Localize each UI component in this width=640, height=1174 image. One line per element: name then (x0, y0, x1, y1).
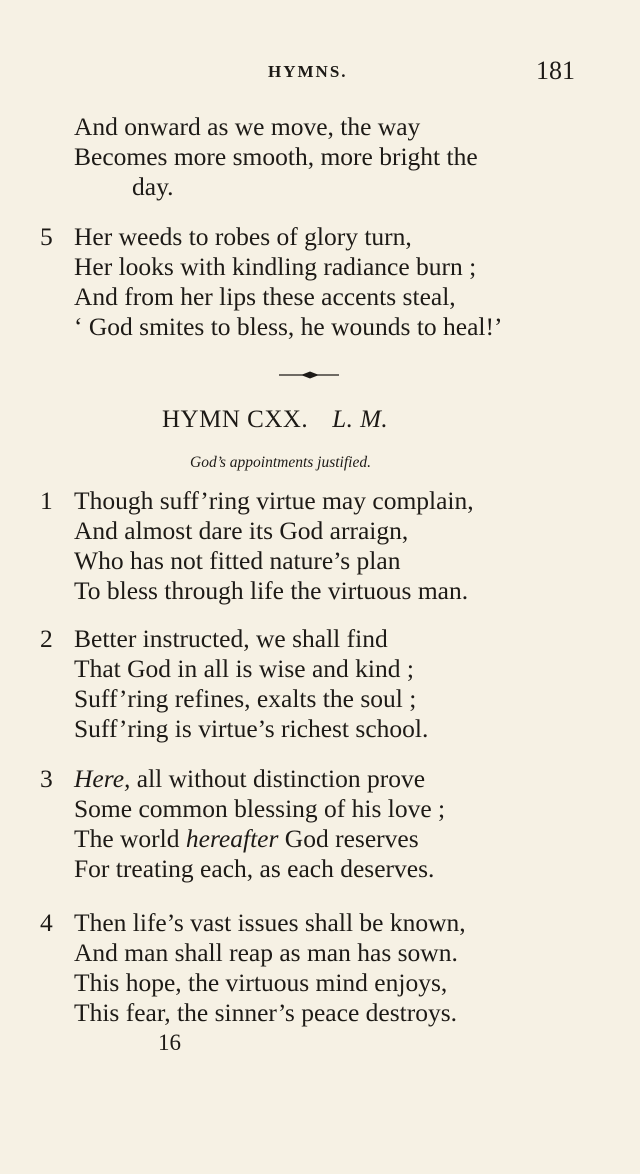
stanza-3-line-4: For treating each, as each deserves. (74, 854, 435, 883)
stanza-5-line-4: ‘ God smites to bless, he wounds to heal!’ (74, 312, 503, 341)
page-number: 181 (536, 56, 575, 85)
hymn-number: HYMN CXX. (162, 406, 309, 433)
stanza-1-number: 1 (40, 486, 53, 515)
stanza-4-line-2: And man shall reap as man has sown. (74, 938, 458, 967)
stanza-3-line-3-end: God reserves (278, 824, 419, 853)
stanza-3-line-2: Some common blessing of his love ; (74, 794, 446, 823)
stanza-1-line-3: Who has not fitted nature’s plan (74, 546, 401, 575)
divider-ornament-icon (279, 368, 339, 382)
stanza-4-line-3: This hope, the virtuous mind enjoys, (74, 968, 448, 997)
stanza-3-number: 3 (40, 764, 53, 793)
stanza-3-line-3-italic: hereafter (185, 824, 279, 853)
stanza-1-line-1: Though suff’ring virtue may complain, (74, 486, 474, 515)
stanza-4-line-1: Then life’s vast issues shall be known, (74, 908, 466, 937)
stanza-2-line-2: That God in all is wise and kind ; (74, 654, 414, 683)
stanza-5-number: 5 (40, 222, 53, 251)
stanza-1-line-4: To bless through life the virtuous man. (74, 576, 469, 605)
continuation-line-3: day. (132, 172, 174, 201)
stanza-3-line-3 (74, 826, 419, 852)
stanza-2-line-1: Better instructed, we shall find (74, 624, 388, 653)
hymn-title (162, 406, 388, 434)
hymn-meter: L. M. (332, 406, 389, 433)
hymn-subtitle: God’s appointments justified. (190, 454, 371, 471)
stanza-4-number: 4 (40, 908, 53, 937)
running-title: HYMNS. (268, 62, 348, 81)
stanza-3-line-1-rest: all without distinction prove (130, 764, 426, 793)
signature-mark: 16 (158, 1030, 181, 1055)
stanza-3-line-3-start: The world (74, 824, 186, 853)
stanza-5-line-3: And from her lips these accents steal, (74, 282, 456, 311)
continuation-line-1: And onward as we move, the way (74, 112, 421, 141)
stanza-4-line-4: This fear, the sinner’s peace destroys. (74, 998, 457, 1027)
stanza-2-number: 2 (40, 624, 53, 653)
stanza-1-line-2: And almost dare its God arraign, (74, 516, 409, 545)
stanza-5-line-1: Her weeds to robes of glory turn, (74, 222, 412, 251)
stanza-3-line-1 (74, 766, 425, 792)
stanza-5-line-2: Her looks with kindling radiance burn ; (74, 252, 477, 281)
stanza-2-line-4: Suff’ring is virtue’s richest school. (74, 714, 429, 743)
continuation-line-2: Becomes more smooth, more bright the (74, 142, 478, 171)
stanza-2-line-3: Suff’ring refines, exalts the soul ; (74, 684, 417, 713)
stanza-3-italic-word: Here, (74, 764, 131, 793)
